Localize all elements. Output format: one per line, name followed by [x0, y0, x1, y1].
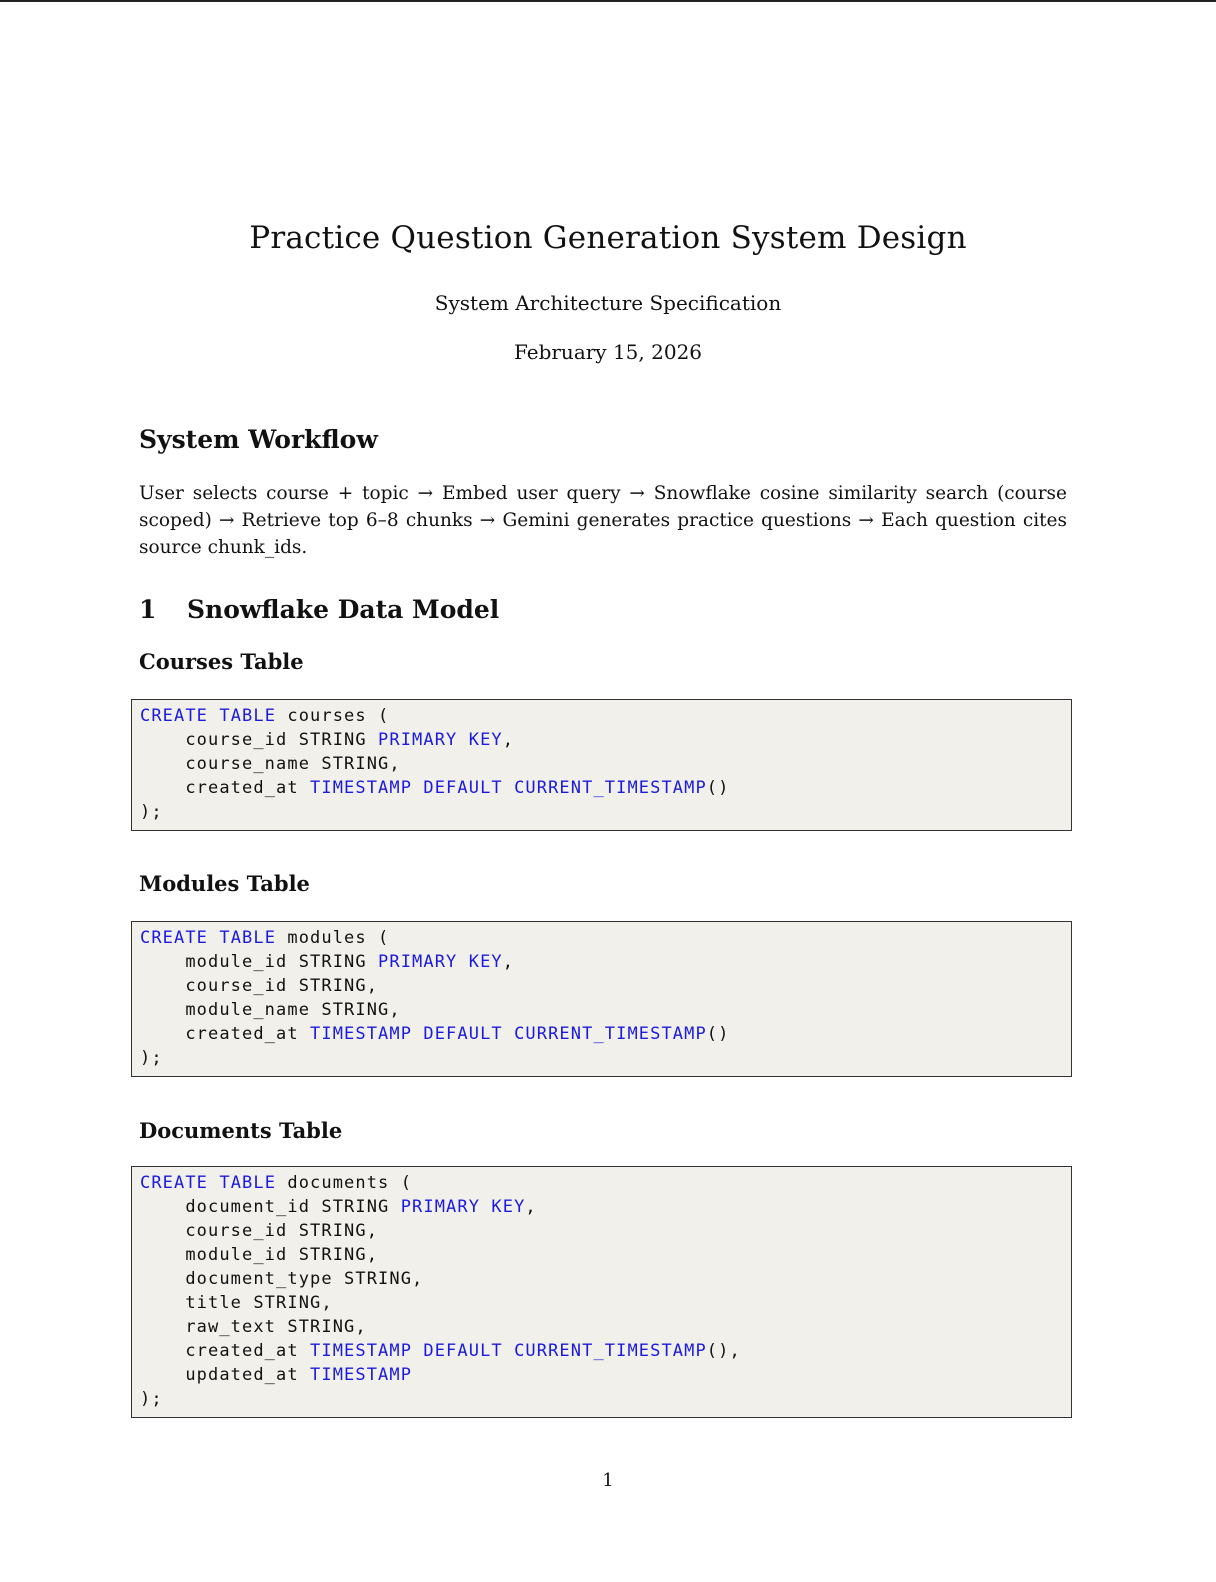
sql-text: created_at	[140, 1024, 311, 1044]
page-number: 1	[602, 1470, 614, 1491]
sql-text: created_at	[140, 1341, 311, 1361]
sql-keyword: DEFAULT	[423, 1024, 503, 1044]
section-title: Snowflake Data Model	[187, 595, 500, 624]
workflow-heading: System Workflow	[139, 425, 378, 454]
sql-text: documents (	[276, 1173, 413, 1193]
sql-text: course_id STRING	[140, 730, 379, 750]
sql-keyword: KEY	[468, 730, 503, 750]
top-border-rule	[0, 0, 1216, 2]
sql-keyword: CREATE	[140, 928, 209, 948]
sql-keyword: TABLE	[219, 928, 277, 948]
sql-text: ,	[502, 730, 515, 750]
sql-text: );	[140, 802, 163, 822]
code-line	[140, 1291, 1063, 1315]
sql-text: module_id STRING,	[140, 1245, 379, 1265]
sql-text: ,	[502, 952, 515, 972]
code-line	[140, 1046, 1063, 1070]
sql-keyword: TIMESTAMP	[310, 1365, 413, 1385]
sql-keyword: PRIMARY	[400, 1197, 481, 1217]
sql-keyword: TIMESTAMP	[310, 1341, 413, 1361]
code-line	[140, 704, 1063, 728]
sql-text: title STRING,	[140, 1293, 333, 1313]
sql-text	[412, 778, 423, 798]
code-line	[140, 974, 1063, 998]
code-line	[140, 776, 1063, 800]
sql-text: );	[140, 1389, 163, 1409]
sql-keyword: CURRENT_TIMESTAMP	[514, 1024, 707, 1044]
sql-text: document_type STRING,	[140, 1269, 424, 1289]
code-line	[140, 1171, 1063, 1195]
code-line	[140, 998, 1063, 1022]
code-line	[140, 1387, 1063, 1411]
sql-text	[412, 1024, 423, 1044]
documents-table-heading: Documents Table	[139, 1118, 343, 1143]
sql-text: course_name STRING,	[140, 754, 401, 774]
code-line	[140, 1243, 1063, 1267]
code-line	[140, 1339, 1063, 1363]
code-line	[140, 1267, 1063, 1291]
code-line	[140, 950, 1063, 974]
sql-keyword: CURRENT_TIMESTAMP	[514, 778, 707, 798]
sql-keyword: TIMESTAMP	[310, 1024, 413, 1044]
code-line	[140, 752, 1063, 776]
sql-text: modules (	[276, 928, 390, 948]
sql-text	[503, 1341, 514, 1361]
section-number: 1	[139, 595, 157, 624]
sql-text	[208, 706, 219, 726]
code-line	[140, 1195, 1063, 1219]
workflow-paragraph: User selects course + topic → Embed user query → Snowflake cosine similarity search (course scoped) → Retrieve top 6–8 chunks → Gemini generates practice questions → Each question cites source chunk_ids.	[139, 483, 1067, 558]
sql-text	[457, 730, 468, 750]
sql-text: ()	[706, 778, 730, 798]
courses-code-block	[131, 699, 1072, 831]
sql-keyword: KEY	[491, 1197, 526, 1217]
code-line	[140, 800, 1063, 824]
sql-keyword: TABLE	[219, 1173, 277, 1193]
code-line	[140, 1022, 1063, 1046]
code-line	[140, 1219, 1063, 1243]
code-line	[140, 728, 1063, 752]
modules-table-heading: Modules Table	[139, 871, 310, 896]
sql-text: ()	[706, 1024, 730, 1044]
sql-keyword: PRIMARY	[378, 730, 458, 750]
sql-text: course_id STRING,	[140, 1221, 379, 1241]
sql-text: ,	[525, 1197, 537, 1217]
modules-code-block	[131, 921, 1072, 1077]
sql-text	[480, 1197, 491, 1217]
sql-keyword: DEFAULT	[423, 1341, 503, 1361]
sql-text: courses (	[276, 706, 390, 726]
sql-text	[208, 1173, 219, 1193]
sql-text: (),	[706, 1341, 741, 1361]
sql-keyword: PRIMARY	[378, 952, 458, 972]
sql-keyword: KEY	[468, 952, 503, 972]
sql-keyword: TIMESTAMP	[310, 778, 413, 798]
sql-text: course_id STRING,	[140, 976, 379, 996]
sql-text	[457, 952, 468, 972]
sql-text: module_id STRING	[140, 952, 379, 972]
document-title: Practice Question Generation System Design	[249, 220, 967, 256]
sql-keyword: TABLE	[219, 706, 277, 726]
sql-text	[208, 928, 219, 948]
sql-text: );	[140, 1048, 163, 1068]
sql-keyword: CREATE	[140, 706, 209, 726]
code-line	[140, 1315, 1063, 1339]
documents-code-block	[131, 1166, 1072, 1418]
sql-text	[503, 778, 514, 798]
document-date: February 15, 2026	[513, 340, 703, 364]
sql-keyword: CURRENT_TIMESTAMP	[514, 1341, 707, 1361]
sql-text	[503, 1024, 514, 1044]
document-subtitle: System Architecture Specification	[434, 291, 782, 315]
courses-table-heading: Courses Table	[139, 649, 304, 674]
sql-text: module_name STRING,	[140, 1000, 401, 1020]
sql-keyword: DEFAULT	[423, 778, 503, 798]
sql-text: updated_at	[140, 1365, 311, 1385]
sql-text: document_id STRING	[140, 1197, 401, 1217]
sql-keyword: CREATE	[140, 1173, 209, 1193]
sql-text: created_at	[140, 778, 311, 798]
code-line	[140, 926, 1063, 950]
sql-text	[412, 1341, 423, 1361]
sql-text: raw_text STRING,	[140, 1317, 367, 1337]
code-line	[140, 1363, 1063, 1387]
section-heading	[139, 595, 499, 624]
